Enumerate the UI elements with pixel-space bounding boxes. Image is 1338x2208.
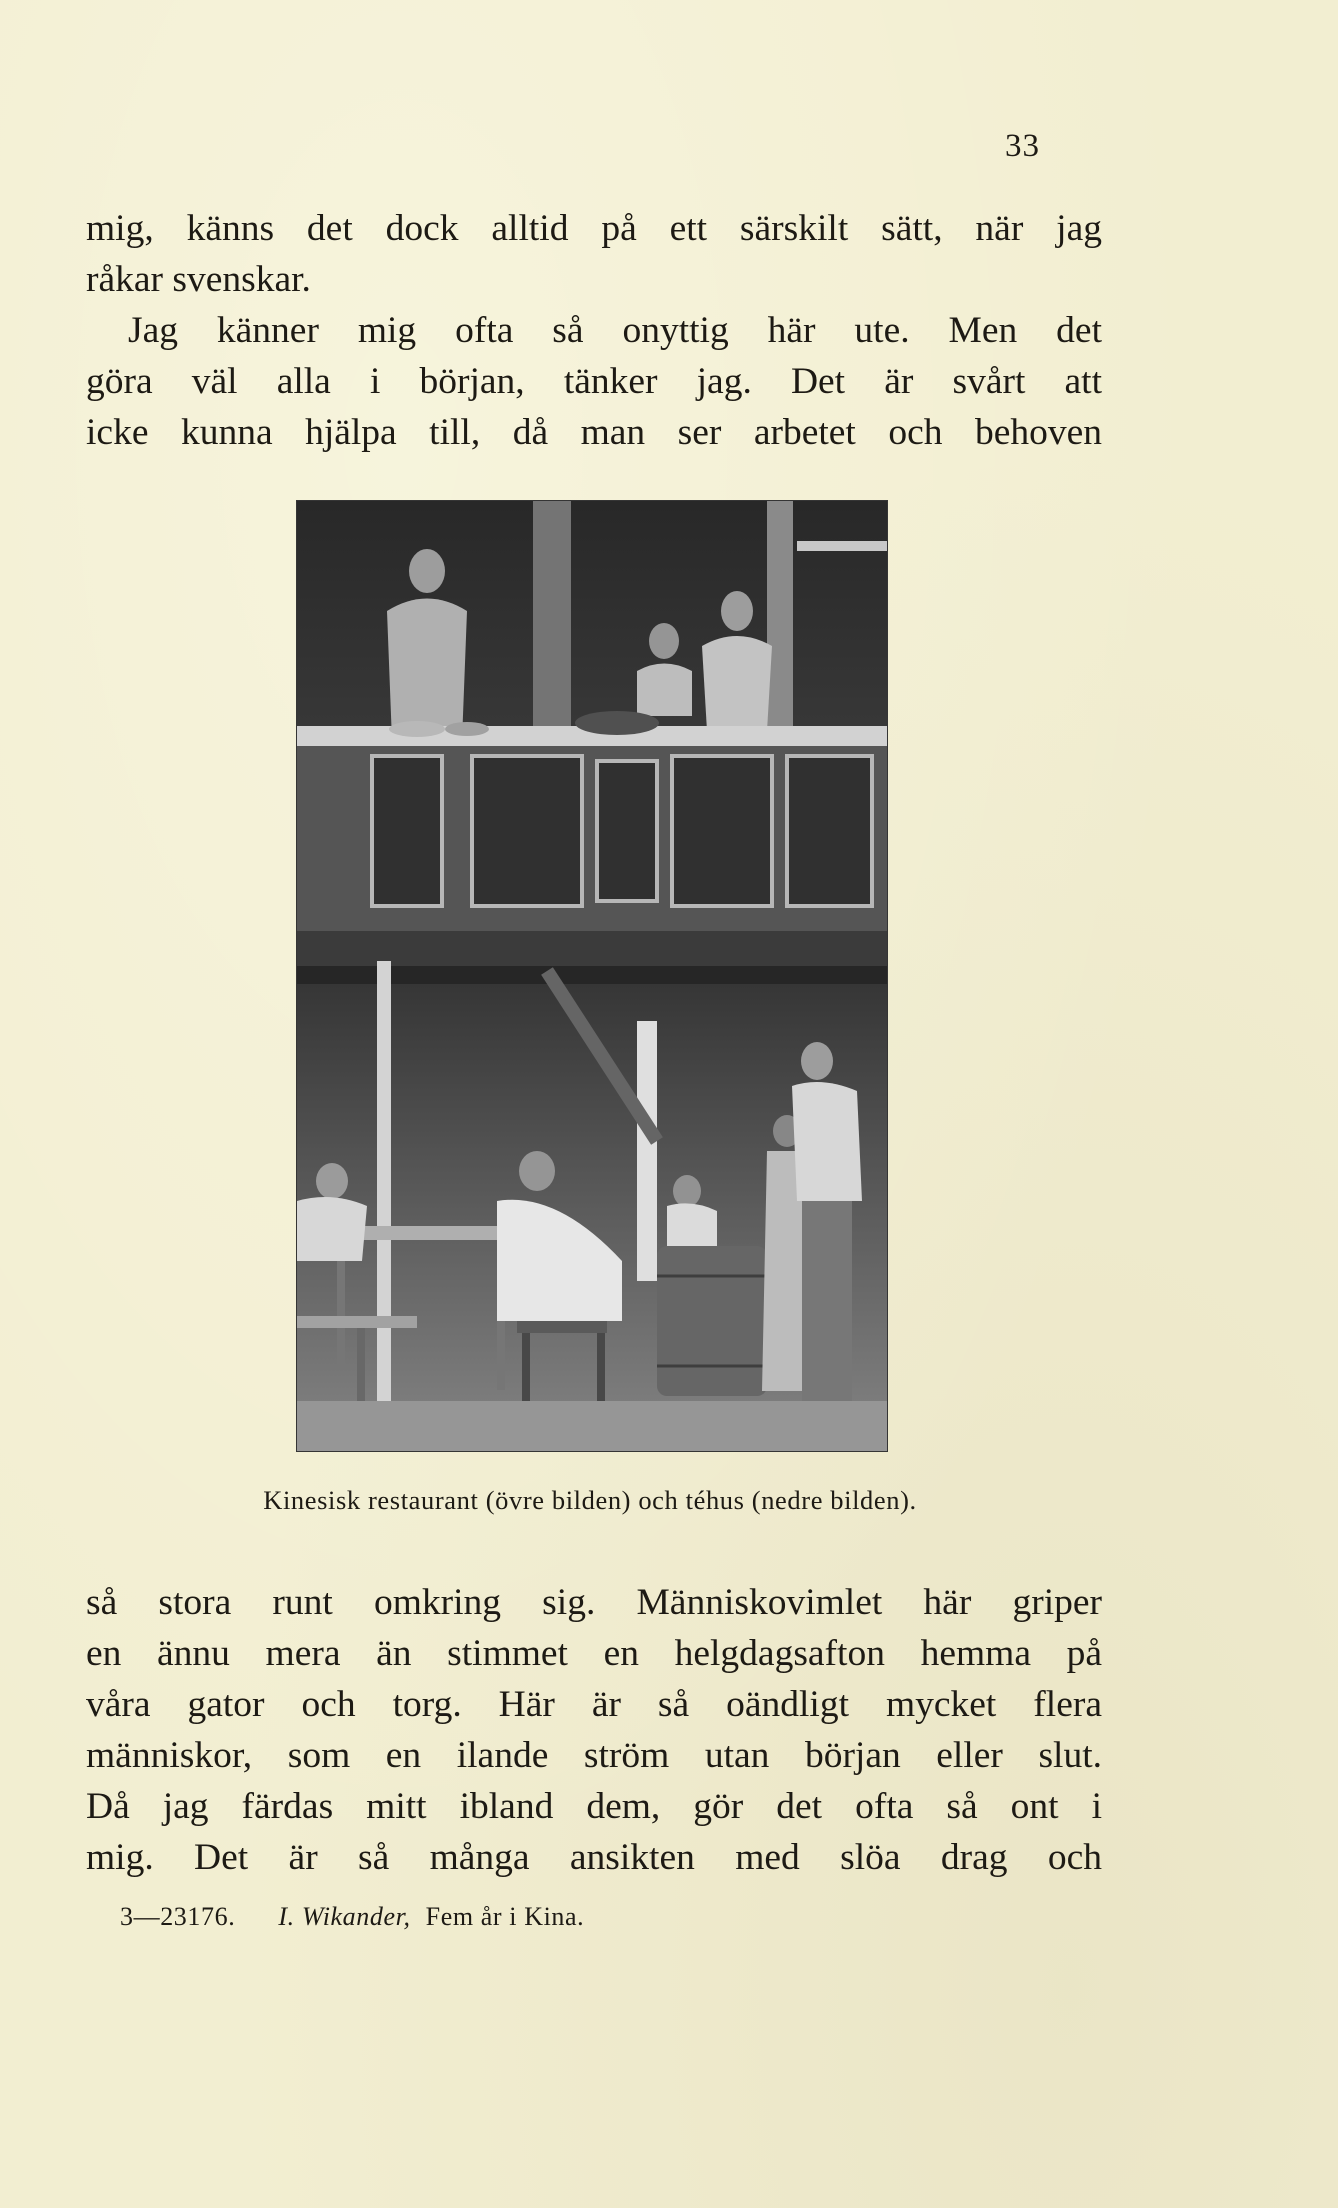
printer-signature: 3—23176. bbox=[120, 1902, 236, 1931]
footer-author: I. Wikander, bbox=[278, 1902, 411, 1931]
figure-caption: Kinesisk restaurant (övre bilden) och téhus (nedre bilden). bbox=[263, 1485, 917, 1515]
text-line: mig. Det är så många ansikten med slöa drag och bbox=[86, 1837, 1102, 1878]
photograph-restaurant-teahouse bbox=[296, 500, 888, 1452]
paragraph-top bbox=[86, 203, 1102, 458]
text-line: människor, som en ilande ström utan början eller slut. bbox=[86, 1735, 1102, 1776]
text-line: så stora runt omkring sig. Människovimlet här griper bbox=[86, 1582, 1102, 1623]
photo-illustration bbox=[297, 501, 887, 1451]
text-line: icke kunna hjälpa till, då man ser arbetet och behoven bbox=[86, 412, 1102, 453]
text-line: våra gator och torg. Här är så oändligt mycket flera bbox=[86, 1684, 1102, 1725]
text-line: Då jag färdas mitt ibland dem, gör det ofta så ont i bbox=[86, 1786, 1102, 1827]
text-line: Jag känner mig ofta så onyttig här ute. Men det bbox=[128, 310, 1102, 351]
text-line: göra väl alla i början, tänker jag. Det är svårt att bbox=[86, 361, 1102, 402]
page-number: 33 bbox=[1005, 128, 1040, 164]
text-line: råkar svenskar. bbox=[86, 259, 311, 300]
text-line: mig, känns det dock alltid på ett särskilt sätt, när jag bbox=[86, 208, 1102, 249]
page-footer bbox=[120, 1902, 584, 1932]
paragraph-bottom bbox=[86, 1577, 1102, 1883]
text-line: en ännu mera än stimmet en helgdagsafton hemma på bbox=[86, 1633, 1102, 1674]
footer-book-title: Fem år i Kina. bbox=[425, 1902, 585, 1931]
